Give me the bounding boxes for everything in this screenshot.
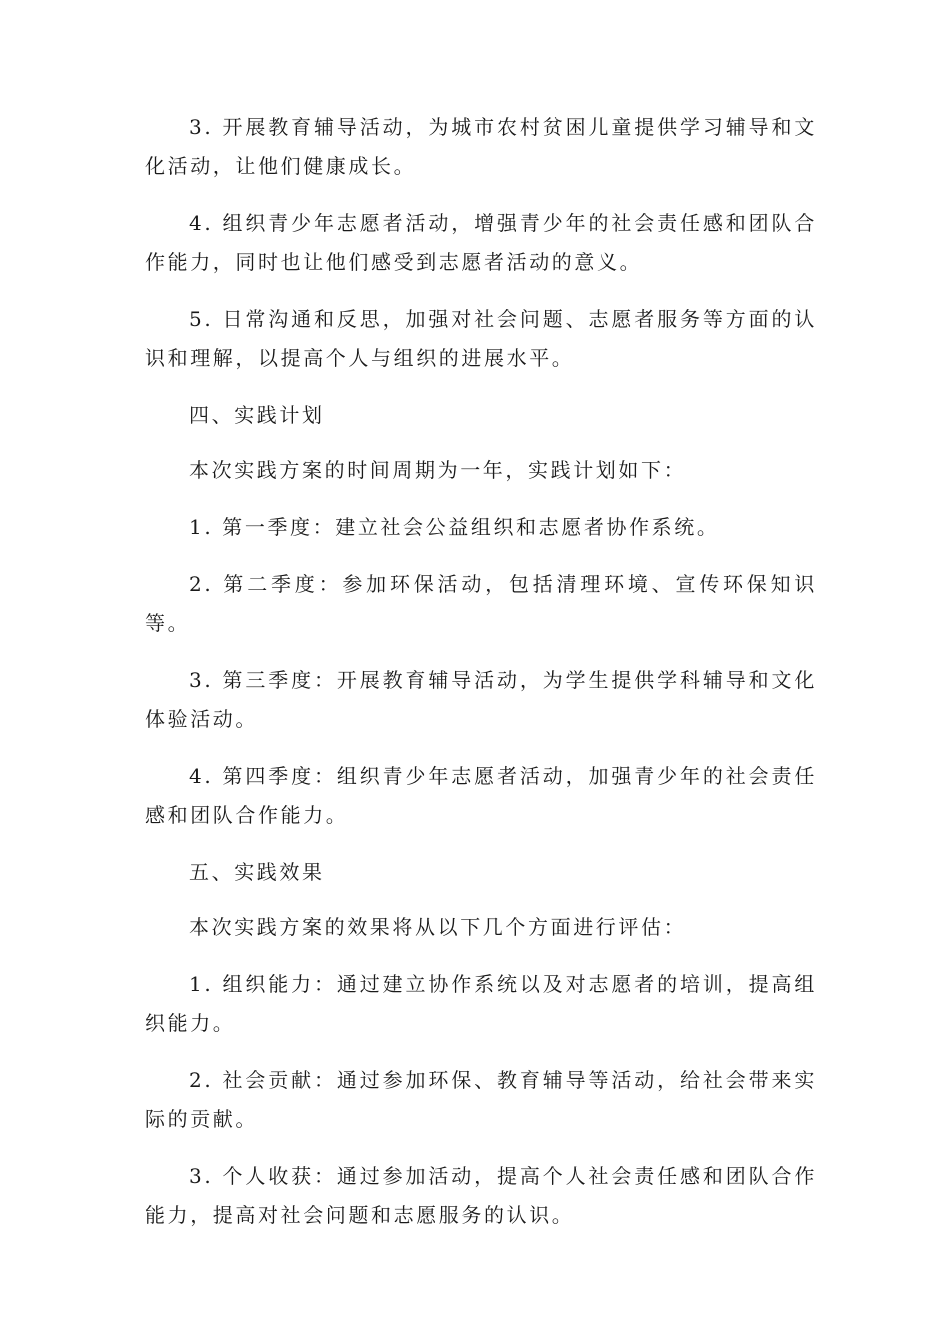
paragraph-activity-5: 5. 日常沟通和反思，加强对社会问题、志愿者服务等方面的认识和理解，以提高个人与组织的进展水平。 <box>145 307 817 370</box>
document-page <box>145 108 817 1253</box>
paragraph-effects-intro: 本次实践方案的效果将从以下几个方面进行评估： <box>189 915 687 939</box>
section-heading-plan: 四、实践计划 <box>189 403 325 427</box>
paragraph-plan-q2: 2. 第二季度：参加环保活动，包括清理环境、宣传环保知识等。 <box>145 572 817 635</box>
paragraph-effect-2: 2. 社会贡献：通过参加环保、教育辅导等活动，给社会带来实际的贡献。 <box>145 1068 817 1131</box>
paragraph-activity-4: 4. 组织青少年志愿者活动，增强青少年的社会责任感和团队合作能力，同时也让他们感受到志愿者活动的意义。 <box>145 211 817 274</box>
paragraph-plan-q3: 3. 第三季度：开展教育辅导活动，为学生提供学科辅导和文化体验活动。 <box>145 668 817 731</box>
paragraph-plan-q4: 4. 第四季度：组织青少年志愿者活动，加强青少年的社会责任感和团队合作能力。 <box>145 764 817 827</box>
paragraph-activity-3: 3. 开展教育辅导活动，为城市农村贫困儿童提供学习辅导和文化活动，让他们健康成长。 <box>145 115 817 178</box>
paragraph-effect-1: 1. 组织能力：通过建立协作系统以及对志愿者的培训，提高组织能力。 <box>145 972 817 1035</box>
paragraph-effect-3: 3. 个人收获：通过参加活动，提高个人社会责任感和团队合作能力，提高对社会问题和志愿服务的认识。 <box>145 1164 817 1227</box>
paragraph-plan-q1: 1. 第一季度：建立社会公益组织和志愿者协作系统。 <box>189 515 720 539</box>
section-heading-effects: 五、实践效果 <box>189 860 325 884</box>
paragraph-plan-intro: 本次实践方案的时间周期为一年，实践计划如下： <box>189 458 687 482</box>
